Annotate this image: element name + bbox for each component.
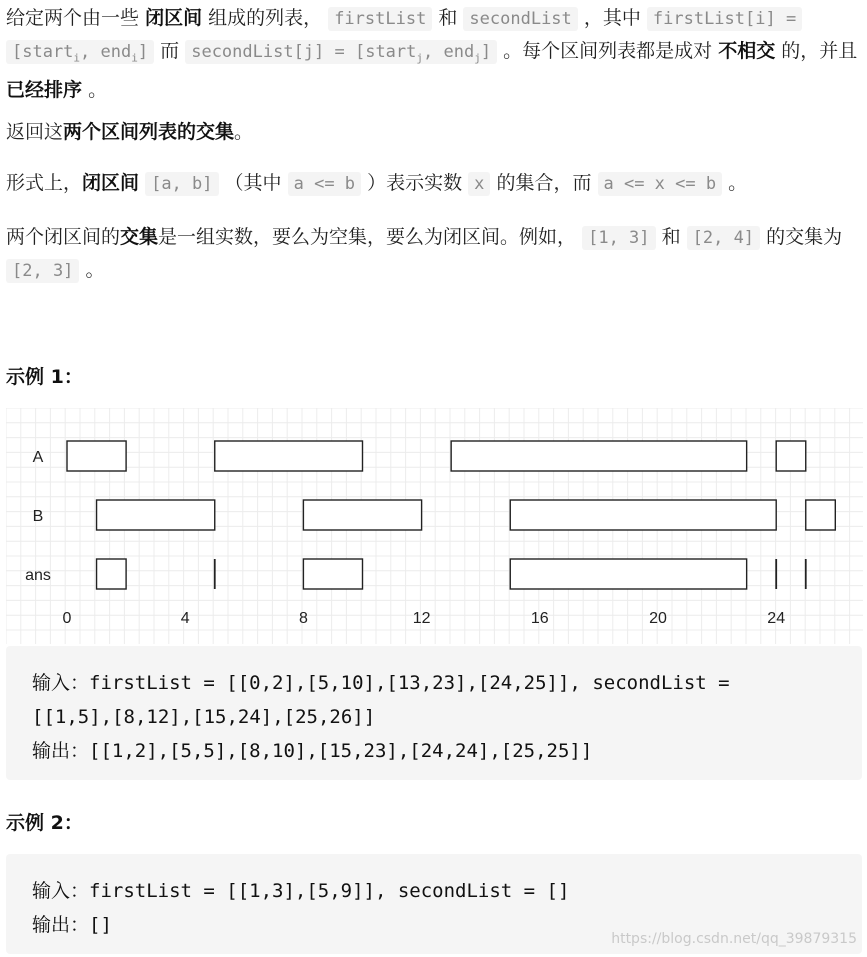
term-closed-interval-2: 闭区间 xyxy=(82,172,140,194)
interval-a-2 xyxy=(451,441,747,471)
interval-diagram xyxy=(6,408,863,644)
x-tick-label: 12 xyxy=(412,610,431,627)
code-x: x xyxy=(468,172,490,196)
example-2-output-line: 输出：[] xyxy=(32,914,112,936)
interval-b-0 xyxy=(97,500,215,530)
example-1-input-line-2: [[1,5],[8,12],[15,24],[25,26]] xyxy=(32,706,376,728)
term-sorted: 已经排序 xyxy=(6,79,83,102)
row-label-ans: ans xyxy=(25,567,51,584)
code-1-3: [1, 3] xyxy=(582,226,655,250)
watermark: https://blog.csdn.net/qq_39879315 xyxy=(611,931,857,947)
interval-ans-0 xyxy=(97,559,127,589)
term-intersection-lists: 两个区间列表的交集 xyxy=(63,121,235,143)
x-tick-label: 20 xyxy=(649,610,667,627)
example-2-input-line: 输入：firstList = [[1,3],[5,9]], secondList = [] xyxy=(32,880,570,902)
code-start-end-i: [start$_i$, end$_i$] xyxy=(6,40,154,64)
example-1-code xyxy=(6,646,862,780)
term-closed-interval: 闭区间 xyxy=(145,7,203,29)
x-tick-label: 0 xyxy=(62,610,72,627)
term-intersection: 交集 xyxy=(120,226,159,248)
interval-a-3 xyxy=(776,441,806,471)
example-1-heading: 示例 1： xyxy=(6,366,83,388)
code-a-b: [a, b] xyxy=(145,172,218,196)
interval-a-0 xyxy=(67,441,126,471)
formal-definition: 形式上，闭区间 [a, b] （其中 a <= b ）表示实数 x 的集合，而 a <= x <= b 。 xyxy=(6,172,748,194)
intersection-definition: 两个闭区间的交集是一组实数，要么为空集，要么为闭区间。例如， [1, 3] 和 [2, 4] 的交集为 [2, 3] 。 xyxy=(6,226,843,281)
interval-b-3 xyxy=(806,500,836,530)
code-a-le-x-le-b: a <= x <= b xyxy=(598,172,723,196)
example-2-heading: 示例 2： xyxy=(6,812,83,834)
code-a-le-b: a <= b xyxy=(288,172,361,196)
row-label-a: A xyxy=(32,449,44,466)
code-2-4: [2, 4] xyxy=(687,226,760,250)
x-tick-label: 4 xyxy=(180,610,190,627)
term-disjoint: 不相交 xyxy=(718,40,776,62)
return-statement: 返回这两个区间列表的交集。 xyxy=(6,121,254,143)
problem-description: 给定两个由一些 闭区间 组成的列表， firstList 和 secondList ，其中 firstList[i] = [start$_i$, end$_i$] 而 secondList[j] = [start$_j$, end$_j$] 。每个区间列表都是成对 不相交 的，并且 已经排序 。 xyxy=(6,7,858,102)
example-1-output-line: 输出：[[1,2],[5,5],[8,10],[15,23],[24,24],[25,25]] xyxy=(32,740,593,762)
interval-ans-2 xyxy=(303,559,362,589)
code-secondlist-j: secondList[j] = [start$_j$, end$_j$] xyxy=(185,40,497,64)
interval-ans-3 xyxy=(510,559,746,589)
code-firstlist-i: firstList[i] = xyxy=(647,7,802,31)
code-firstlist: firstList xyxy=(328,7,432,31)
code-2-3: [2, 3] xyxy=(6,259,79,283)
example-1-input-line-1: 输入：firstList = [[0,2],[5,10],[13,23],[24,25]], secondList = xyxy=(32,672,730,694)
interval-b-2 xyxy=(510,500,776,530)
x-tick-label: 24 xyxy=(767,610,786,627)
row-label-b: B xyxy=(32,508,44,525)
interval-b-1 xyxy=(303,500,421,530)
interval-a-1 xyxy=(215,441,363,471)
x-tick-label: 8 xyxy=(298,610,308,627)
x-tick-label: 16 xyxy=(530,610,549,627)
code-secondlist: secondList xyxy=(463,7,577,31)
